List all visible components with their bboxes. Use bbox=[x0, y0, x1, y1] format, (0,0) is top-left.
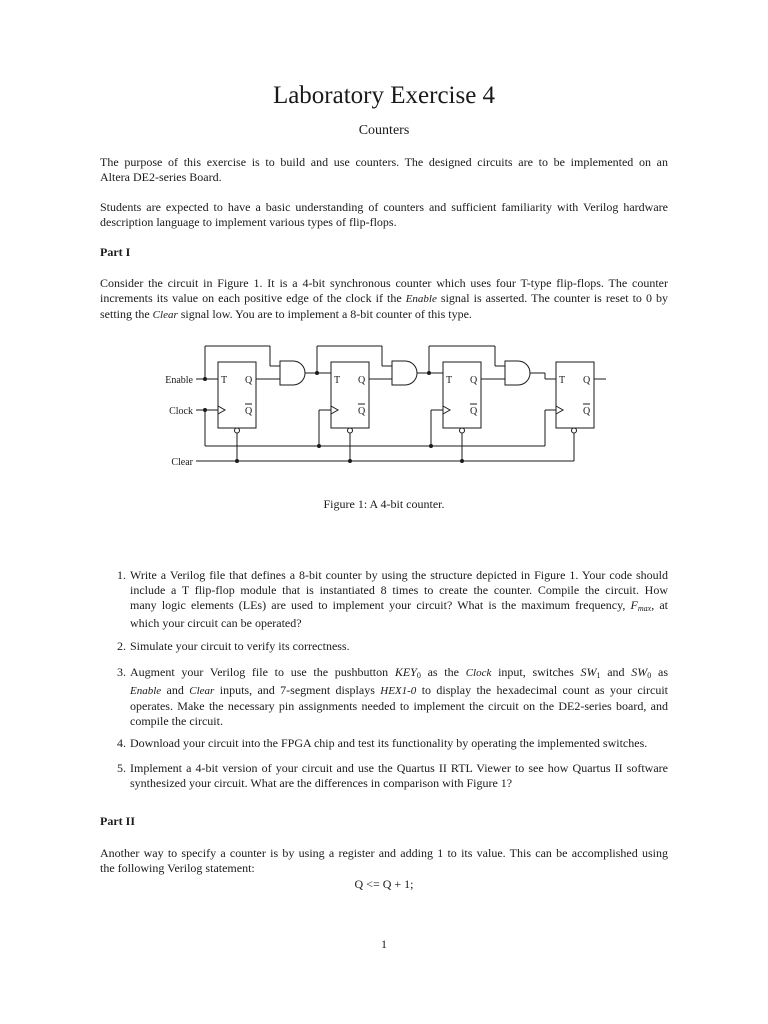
text-line: setting the Clear signal low. You are to implement a 8-bit counter of this type. bbox=[100, 307, 472, 321]
t-label: T bbox=[221, 375, 228, 386]
text-line: increments its value on each positive edge of the clock if the Enable signal is asserted. The counter is reset to 0 by bbox=[100, 291, 668, 305]
qbar-label: Q bbox=[245, 406, 253, 417]
and-gate-2 bbox=[392, 361, 417, 385]
item-number: 3. bbox=[117, 665, 126, 679]
page-subtitle: Counters bbox=[358, 123, 410, 138]
q-label: Q bbox=[245, 375, 253, 386]
text-line: synthesized your circuit. What are the differences in comparison with Figure 1? bbox=[130, 776, 513, 790]
qbar-label: Q bbox=[583, 406, 591, 417]
clear-term: Clear bbox=[152, 309, 178, 321]
counter-circuit-diagram bbox=[150, 340, 620, 470]
key-symbol: $KEY_0$ bbox=[394, 665, 421, 680]
t-label: T bbox=[559, 375, 566, 386]
qbar-label: Q bbox=[470, 406, 478, 417]
text-line: Altera DE2-series Board. bbox=[100, 170, 222, 184]
text-line: operates. Make the necessary pin assignments needed to implement the circuit on the DE2-series board, and bbox=[130, 699, 668, 713]
text-line: Another way to specify a counter is by using a register and adding 1 to its value. This can be accomplished using bbox=[100, 846, 668, 860]
fmax-symbol: $F_{max}$ bbox=[630, 598, 652, 613]
intro-paragraph-1 bbox=[100, 155, 668, 185]
text-line: Write a Verilog file that defines a 8-bit counter by using the structure depicted in Figure 1. Your code should bbox=[130, 568, 668, 582]
sw1-symbol: $SW_1$ bbox=[580, 665, 601, 680]
t-label: T bbox=[446, 375, 453, 386]
text-line: Simulate your circuit to verify its correctness. bbox=[130, 639, 350, 653]
enable-term: Enable bbox=[405, 293, 437, 305]
text-line: description language to implement various types of flip-flops. bbox=[100, 215, 397, 229]
q-label: Q bbox=[470, 375, 478, 386]
text-line: Augment your Verilog file to use the pushbutton $KEY_0$ as the Clock input, switches $SW_1$ and $SW_0$ as bbox=[130, 665, 668, 680]
flip-flop-4 bbox=[556, 362, 594, 428]
text-line: many logic elements (LEs) are used to implement your circuit? What is the maximum frequency, $F_{max}$, at bbox=[130, 598, 669, 613]
text-line: include a T flip-flop module that is instantiated 8 times to create the counter. Compile the circuit. How bbox=[130, 583, 668, 597]
flip-flop-1 bbox=[218, 362, 256, 428]
sw0-symbol: $SW_0$ bbox=[631, 665, 652, 680]
text-line: which your circuit can be operated? bbox=[130, 616, 302, 630]
q-label: Q bbox=[358, 375, 366, 386]
part2-paragraph bbox=[100, 846, 668, 876]
part1-paragraph bbox=[100, 276, 668, 323]
part1-heading: Part I bbox=[100, 245, 131, 259]
text-line: Students are expected to have a basic understanding of counters and sufficient familiarity with Verilog hardware bbox=[100, 200, 668, 214]
enable-label: Enable bbox=[165, 375, 193, 386]
clock-label: Clock bbox=[169, 406, 193, 417]
page-number: 1 bbox=[381, 937, 387, 951]
t-label: T bbox=[334, 375, 341, 386]
part2-heading: Part II bbox=[100, 814, 135, 828]
q-label: Q bbox=[583, 375, 591, 386]
qbar-label: Q bbox=[358, 406, 366, 417]
verilog-statement: Q <= Q + 1; bbox=[354, 877, 414, 891]
page-title: Laboratory Exercise 4 bbox=[272, 82, 496, 109]
figure-caption: Figure 1: A 4-bit counter. bbox=[323, 497, 445, 511]
flip-flop-3 bbox=[443, 362, 481, 428]
item-number: 5. bbox=[117, 761, 126, 775]
clear-label: Clear bbox=[171, 457, 193, 468]
flip-flop-2 bbox=[331, 362, 369, 428]
text-line: Download your circuit into the FPGA chip and test its functionality by operating the implemented switches. bbox=[130, 736, 648, 750]
and-gate-3 bbox=[505, 361, 530, 385]
item-number: 4. bbox=[117, 736, 126, 750]
text-line: the following Verilog statement: bbox=[100, 861, 255, 875]
text-line: Enable and Clear inputs, and 7-segment displays HEX1-0 to display the hexadecimal count as your circuit bbox=[130, 683, 669, 697]
text-line: Consider the circuit in Figure 1. It is a 4-bit synchronous counter which uses four T-type flip-flops. The counter bbox=[100, 276, 668, 290]
text-line: The purpose of this exercise is to build and use counters. The designed circuits are to be implemented on an bbox=[100, 155, 668, 169]
intro-paragraph-2 bbox=[100, 200, 668, 230]
item-number: 1. bbox=[117, 568, 126, 582]
text-line: compile the circuit. bbox=[130, 714, 223, 728]
item-number: 2. bbox=[117, 639, 126, 653]
text-line: Implement a 4-bit version of your circuit and use the Quartus II RTL Viewer to see how Quartus II software bbox=[130, 761, 668, 775]
and-gate-1 bbox=[280, 361, 305, 385]
